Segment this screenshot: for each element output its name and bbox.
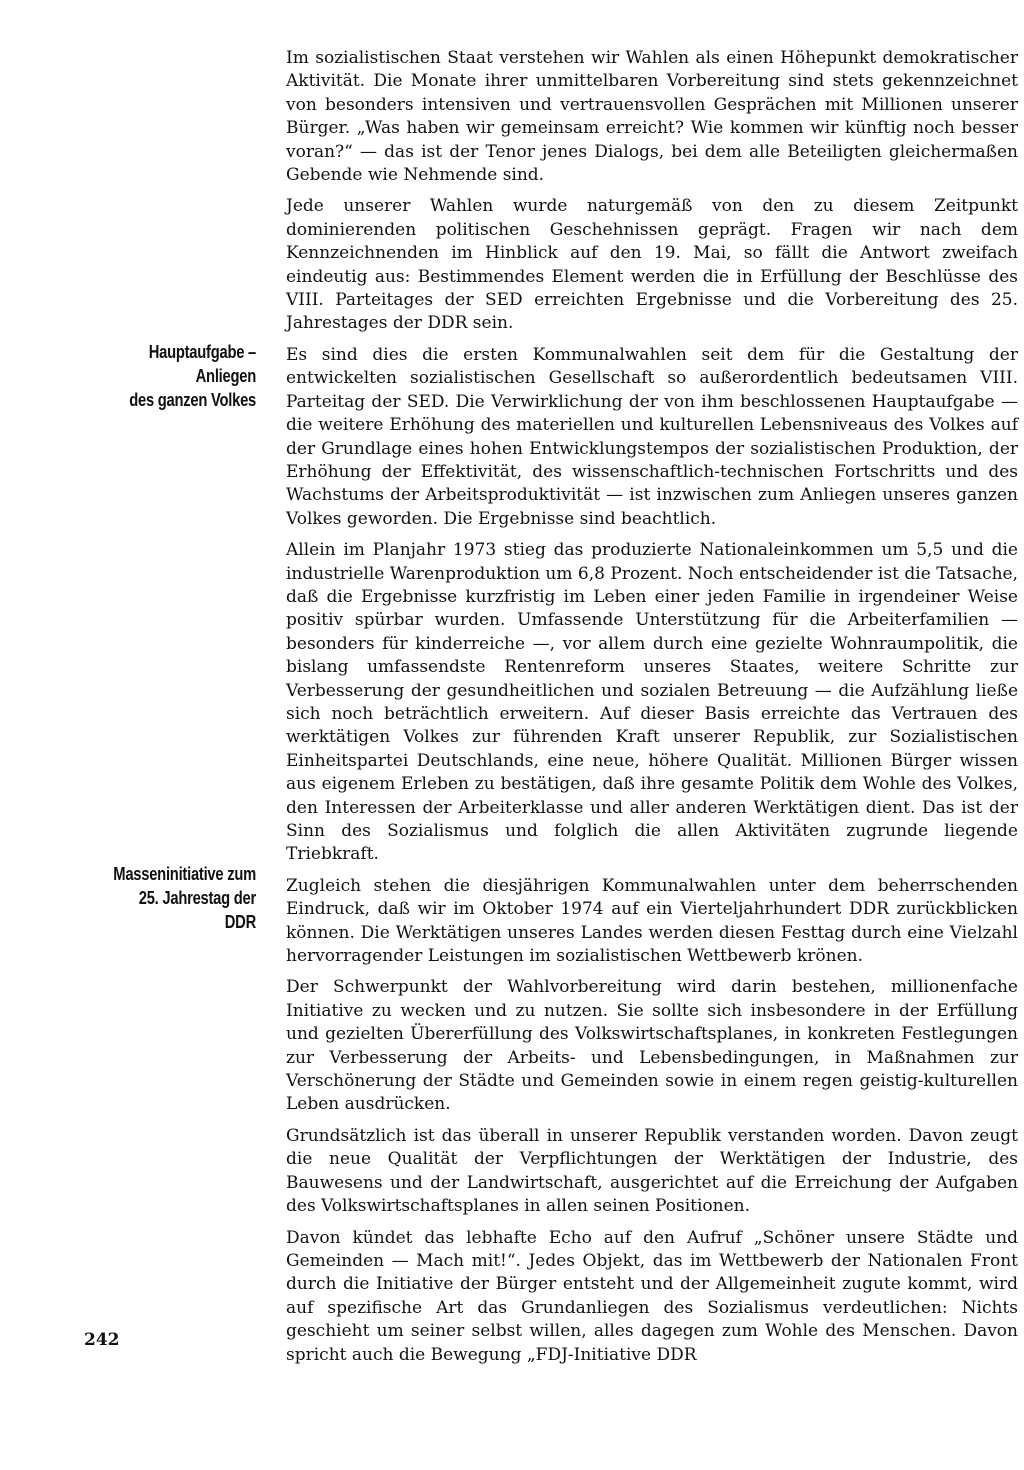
page-number: 242 — [84, 1330, 120, 1350]
sidenote-line: Anliegen — [195, 366, 256, 386]
paragraph: Im sozialistischen Staat verstehen wir Wahlen als einen Höhepunkt demokratischer Aktivität. Die Monate ihrer unmittelbaren Vorbereitung sind stets gekennzeichnet von besonders intensiven und vertrauensvollen Gesprächen mit Millionen unserer Bürger. „Was haben wir gemeinsam erreicht? Wie kommen wir künftig noch besser voran?“ — das ist der Tenor jenes Dialogs, bei dem alle Beteiligten gleichermaßen Gebende wie Nehmende sind. — [286, 48, 1018, 186]
main-text-column — [286, 47, 1018, 1375]
sidenote-line: Hauptaufgabe – — [148, 342, 256, 362]
sidenote-hauptaufgabe — [108, 340, 256, 412]
paragraph: Grundsätzlich ist das überall in unserer Republik verstanden worden. Davon zeugt die neue Qualität der Verpflichtungen der Werktätigen der Industrie, des Bauwesens und der Landwirtschaft, ausgerichtet auf die Erreichung der Aufgaben des Volkswirtschaftsplanes in allen seinen Positionen. — [286, 1125, 1018, 1217]
paragraph: Es sind dies die ersten Kommunalwahlen seit dem für die Gestaltung der entwickelten sozialistischen Gesellschaft so außerordentlich bedeutsamen VIII. Parteitag der SED. Die Verwirklichung der von ihm beschlossenen Hauptaufgabe — die weitere Erhöhung des materiellen und kulturellen Lebensniveaus des Volkes auf der Grundlage eines hohen Entwicklungstempos der sozialistischen Produktion, der Erhöhung der Effektivität, des wissenschaftlich-technischen Fortschritts und des Wachstums der Arbeitsproduktivität — ist inzwischen zum Anliegen unseres ganzen Volkes geworden. Die Ergebnisse sind beachtlich. — [286, 344, 1018, 529]
paragraph: Jede unserer Wahlen wurde naturgemäß von den zu diesem Zeitpunkt dominierenden politischen Geschehnissen geprägt. Fragen wir nach dem Kennzeichnenden im Hinblick auf den 19. Mai, so fällt die Antwort zweifach eindeutig aus: Bestimmendes Element werden die in Erfüllung der Beschlüsse des VIII. Parteitages der SED erreichten Ergebnisse und die Vorbereitung des 25. Jahrestages der DDR sein. — [286, 196, 1018, 334]
sidenote-line: Masseninitiative zum — [113, 864, 257, 884]
paragraph: Davon kündet das lebhafte Echo auf den Aufruf „Schöner unsere Städte und Gemeinden — Mach mit!“. Jedes Objekt, das im Wettbewerb der Nationalen Front durch die Initiative der Bürger entsteht und der Allgemeinheit zugute kommt, wird auf spezifische Art das Grundanliegen des Sozialismus verdeutlichen: Nichts geschieht um seiner selbst willen, alles dagegen zum Wohle des Menschen. Davon spricht auch die Bewegung „FDJ-Initiative DDR — [286, 1227, 1018, 1365]
sidenote-line: des ganzen Volkes — [129, 390, 256, 410]
sidenote-line: 25. Jahrestag der DDR — [138, 888, 256, 932]
paragraph: Der Schwerpunkt der Wahlvorbereitung wird darin bestehen, millionenfache Initiative zu wecken und zu nutzen. Sie sollte sich insbesondere in der Erfüllung und gezielten Übererfüllung des Volkswirtschaftsplanes, in konkreten Festlegungen zur Verbesserung der Arbeits- und Lebensbedingungen, in Maßnahmen zur Verschönerung der Städte und Gemeinden sowie in einem regen geistig-kulturellen Leben ausdrücken. — [286, 977, 1018, 1115]
paragraph: Allein im Planjahr 1973 stieg das produzierte Nationaleinkommen um 5,5 und die industrielle Warenproduktion um 6,8 Prozent. Noch entscheidender ist die Tatsache, daß die Ergebnisse kurzfristig im Leben einer jeden Familie in irgendeiner Weise positiv spürbar wurden. Umfassende Unterstützung für die Arbeiterfamilien — besonders für kinderreiche —, vor allem durch eine gezielte Wohnraumpolitik, die bislang umfassendste Rentenreform unseres Staates, weitere Schritte zur Verbesserung der gesundheitlichen und sozialen Betreuung — die Aufzählung ließe sich noch beträchtlich erweitern. Auf dieser Basis erreichte das Vertrauen des werktätigen Volkes zur führenden Kraft unserer Republik, zur Sozialistischen Einheitspartei Deutschlands, eine neue, höhere Qualität. Millionen Bürger wissen aus eigenem Erleben zu bestätigen, daß ihre gesamte Politik dem Wohle des Volkes, den Interessen der Arbeiterklasse und aller anderen Werktätigen dient. Das ist der Sinn des Sozialismus und folglich die allen Aktivitäten zugrunde liegende Triebkraft. — [286, 540, 1018, 865]
sidenote-masseninitiative — [108, 862, 256, 934]
paragraph: Zugleich stehen die diesjährigen Kommunalwahlen unter dem beherrschenden Eindruck, daß wir im Oktober 1974 auf ein Vierteljahrhundert DDR zurückblicken können. Die Werktätigen unseres Landes werden diesen Festtag durch eine Vielzahl hervorragender Leistungen im sozialistischen Wettbewerb krönen. — [286, 875, 1018, 967]
